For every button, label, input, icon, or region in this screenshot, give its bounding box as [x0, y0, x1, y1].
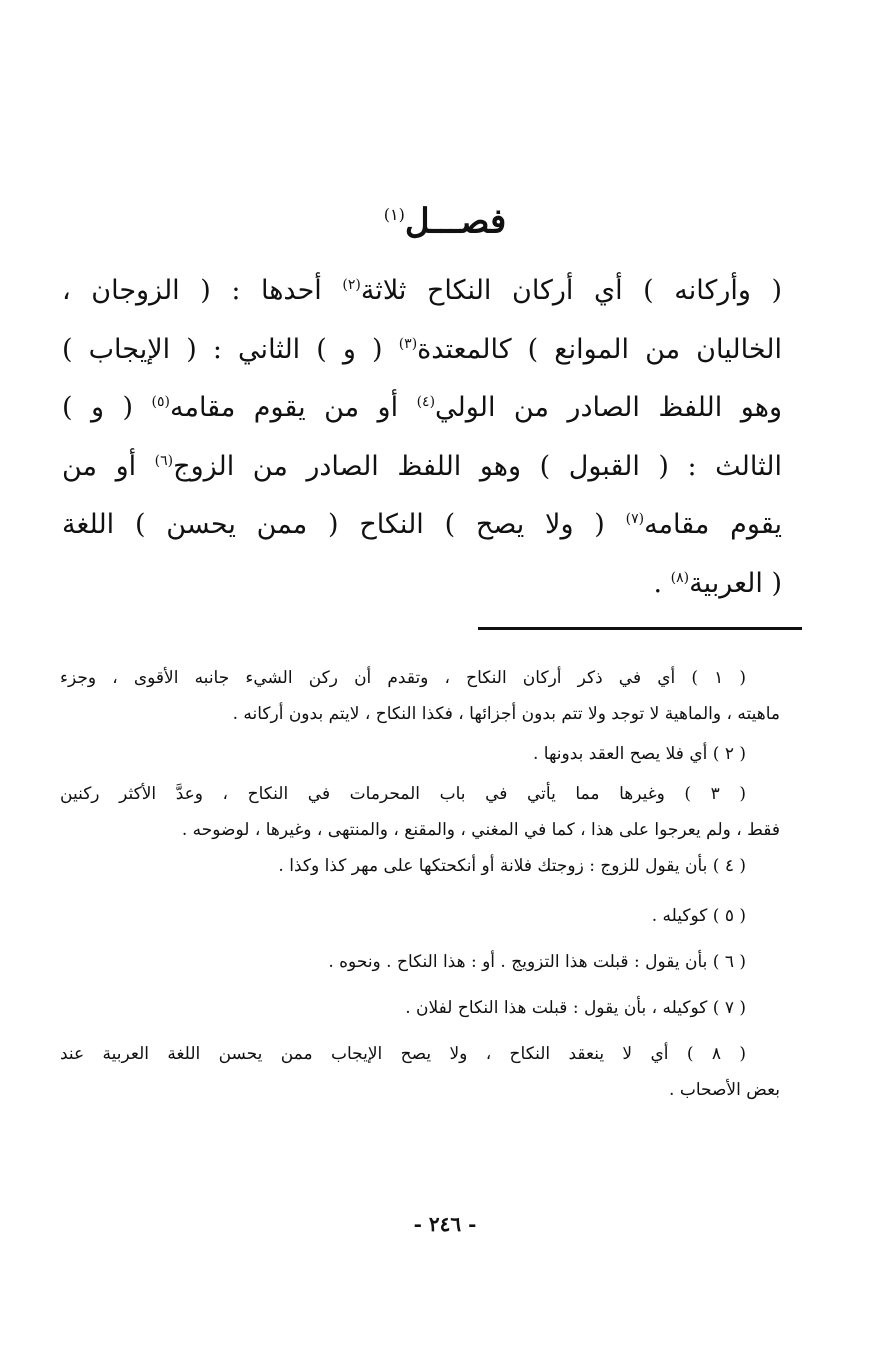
footnote-2: ( ٢ ) أي فلا يصح العقد بدونها .: [532, 744, 746, 764]
footnote-ref: (٣): [398, 335, 418, 352]
footnote-ref: (٤): [416, 394, 436, 410]
text-line: [62, 496, 782, 555]
text-segment: ( العربية: [689, 567, 782, 599]
text-segment: ( و ): [62, 392, 152, 423]
text-segment: الثالث : ( القبول ) وهو اللفظ الصادر من الزوج: [173, 450, 782, 482]
footnote-7: ( ٧ ) كوكيله ، بأن يقول : قبلت هذا النكاح لفلان .: [405, 998, 746, 1018]
footnote-8: ( ٨ ) أي لا ينعقد النكاح ، ولا يصح الإيجاب ممن يحسن اللغة العربية عند: [60, 1044, 746, 1064]
section-heading: [0, 190, 890, 246]
footnote-ref: (٢): [342, 277, 361, 293]
text-segment: الخاليان من الموانع ) كالمعتدة: [417, 333, 782, 365]
footnote-8-cont: بعض الأصحاب .: [669, 1080, 780, 1100]
text-line: [62, 555, 782, 614]
text-segment: يقوم مقامه: [644, 509, 782, 540]
text-segment: أو من: [62, 450, 155, 482]
text-segment: ( وأركانه ) أي أركان النكاح ثلاثة: [360, 275, 782, 306]
footnote-ref: (٨): [670, 569, 690, 586]
text-segment: ( ولا يصح ) النكاح ( ممن يحسن ) اللغة: [62, 509, 626, 540]
footnote-6: ( ٦ ) بأن يقول : قبلت هذا التزويج . أو : هذا النكاح . ونحوه .: [328, 952, 746, 972]
footnote-ref: (٥): [151, 394, 170, 410]
text-segment: .: [653, 567, 671, 599]
footnote-3-cont: فقط ، ولم يعرجوا على هذا ، كما في المغني ، والمقنع ، والمنتهى ، وغيرها ، لوضوحه .: [181, 820, 780, 840]
text-line: [62, 321, 782, 380]
main-text: [62, 262, 782, 613]
footnote-1-cont: ماهيته ، والماهية لا توجد ولا تتم بدون أجزائها ، فكذا النكاح ، لايتم بدون أركانه .: [232, 704, 780, 724]
section-title: فصـــل: [404, 201, 507, 242]
text-line: [62, 379, 782, 438]
text-segment: ( و ) الثاني : ( الإيجاب ): [62, 333, 399, 365]
footnotes: [60, 660, 780, 1108]
footnote-ref: (٦): [154, 452, 174, 469]
footnote-ref: (٧): [625, 511, 645, 527]
text-segment: أو من يقوم مقامه: [170, 392, 417, 423]
footnote-ref: (١): [383, 205, 405, 224]
text-segment: أحدها : ( الزوجان ،: [62, 275, 343, 306]
footnote-4: ( ٤ ) بأن يقول للزوج : زوجتك فلانة أو أنكحتكها على مهر كذا وكذا .: [278, 856, 746, 876]
footnote-divider: [478, 627, 802, 630]
footnote-1: ( ١ ) أي في ذكر أركان النكاح ، وتقدم أن ركن الشيء جانبه الأقوى ، وجزء: [60, 668, 747, 688]
footnote-5: ( ٥ ) كوكيله .: [651, 906, 746, 926]
text-line: [62, 262, 782, 321]
text-segment: وهو اللفظ الصادر من الولي: [435, 392, 782, 423]
page-number: - ٢٤٦ -: [413, 1212, 477, 1236]
text-line: [62, 438, 782, 497]
footnote-3: ( ٣ ) وغيرها مما يأتي في باب المحرمات في النكاح ، وعدَّ الأكثر ركنين: [60, 784, 746, 804]
